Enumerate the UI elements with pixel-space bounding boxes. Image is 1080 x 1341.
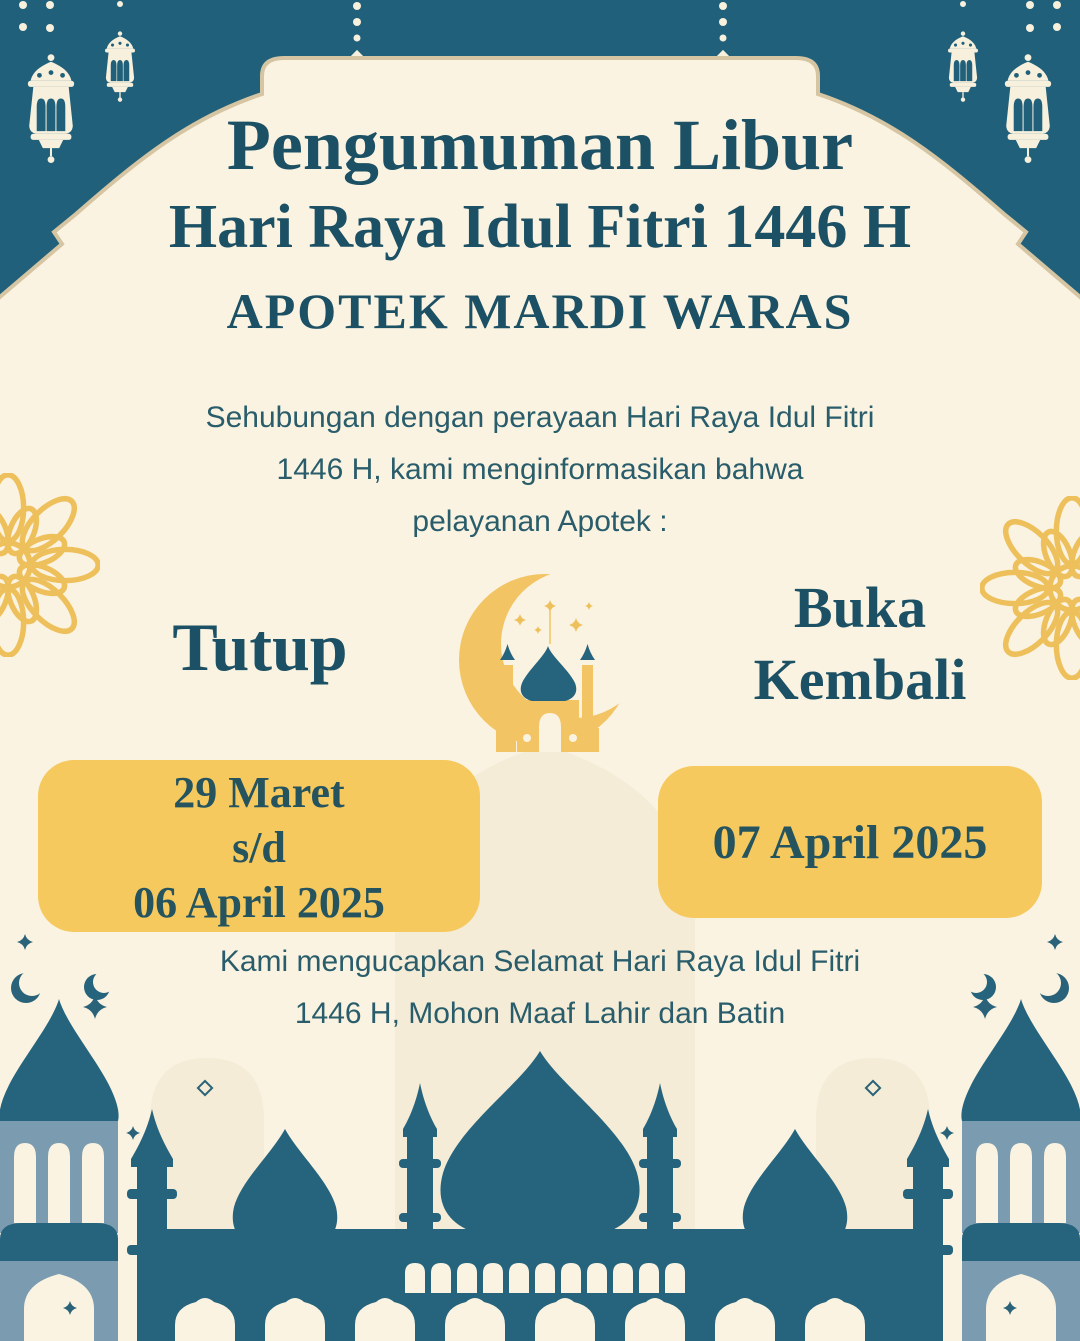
poster-title-line1: Pengumuman Libur	[226, 105, 854, 185]
reopen-label	[695, 572, 1025, 716]
closed-date-line: s/d	[232, 823, 286, 872]
closing-message	[90, 936, 990, 1040]
pharmacy-name: APOTEK MARDI WARAS	[226, 283, 854, 339]
closed-label: Tutup	[172, 609, 348, 685]
intro-line: pelayanan Apotek :	[412, 505, 668, 538]
intro-line: Sehubungan dengan perayaan Hari Raya Idul Fitri	[205, 401, 875, 434]
closing-line: 1446 H, Mohon Maaf Lahir dan Batin	[294, 997, 786, 1030]
reopen-date-box	[658, 766, 1042, 918]
closed-dates-box	[38, 760, 480, 932]
intro-paragraph	[140, 392, 940, 548]
reopen-date: 07 April 2025	[712, 815, 988, 869]
closed-date-line: 06 April 2025	[133, 878, 385, 927]
reopen-label-line: Buka	[793, 575, 927, 640]
intro-line: 1446 H, kami menginformasikan bahwa	[276, 453, 804, 486]
poster-title-line2: Hari Raya Idul Fitri 1446 H	[168, 193, 912, 261]
reopen-label-line: Kembali	[753, 647, 967, 712]
closed-date-line: 29 Maret	[173, 768, 345, 817]
closing-line: Kami mengucapkan Selamat Hari Raya Idul Fitri	[219, 945, 861, 978]
